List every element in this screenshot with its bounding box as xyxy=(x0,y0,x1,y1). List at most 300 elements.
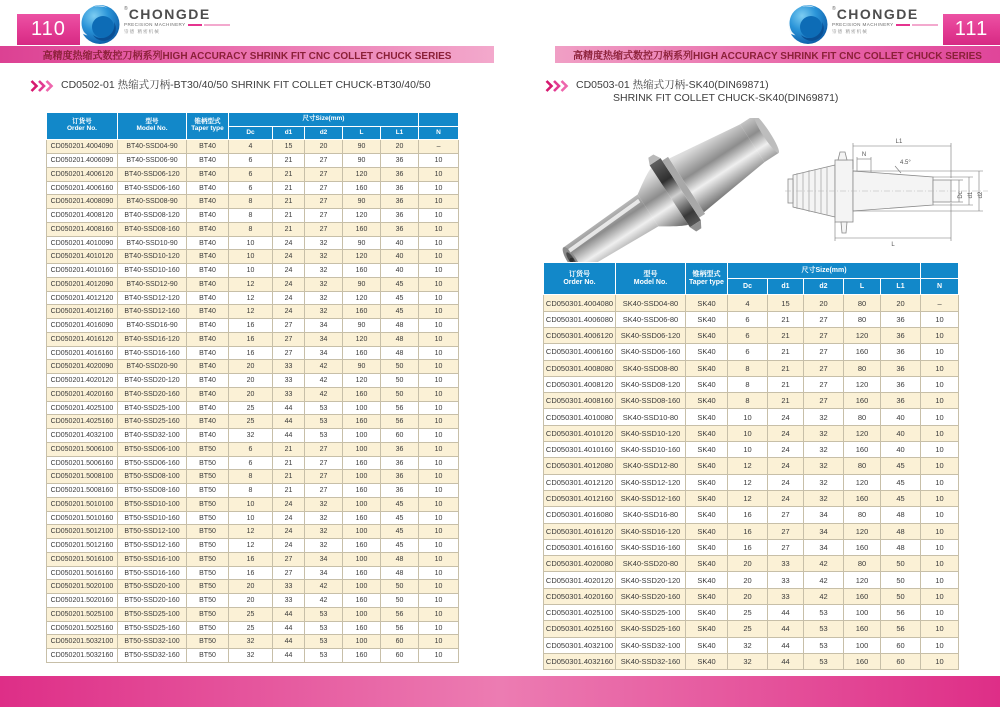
table-cell: SK40 xyxy=(686,344,728,360)
table-cell: 10 xyxy=(419,539,459,553)
table-cell: 45 xyxy=(881,458,921,474)
table-cell: 10 xyxy=(921,588,959,604)
bottom-decor-bar xyxy=(0,676,1000,707)
table-cell: 32 xyxy=(305,277,343,291)
table-cell: 40 xyxy=(381,236,419,250)
table-cell: 160 xyxy=(844,588,881,604)
table-cell: 60 xyxy=(381,635,419,649)
table-cell: 80 xyxy=(844,556,881,572)
table-cell: BT40 xyxy=(187,250,229,264)
table-cell: 16 xyxy=(728,523,768,539)
table-cell: 50 xyxy=(381,360,419,374)
table-cell: 10 xyxy=(419,594,459,608)
table-cell: CD050301.4016160 xyxy=(544,539,616,555)
table-cell: 53 xyxy=(804,637,844,653)
col-header-model: 型号 Model No. xyxy=(118,113,187,140)
table-cell: 60 xyxy=(381,649,419,663)
table-cell: BT40-SSD25-100 xyxy=(118,401,187,415)
table-cell: 36 xyxy=(881,311,921,327)
table-cell: 53 xyxy=(305,401,343,415)
table-cell: SK40 xyxy=(686,539,728,555)
table-cell: 90 xyxy=(343,277,381,291)
table-cell: 44 xyxy=(273,635,305,649)
table-cell: SK40-SSD20-160 xyxy=(616,588,686,604)
table-cell: 100 xyxy=(343,429,381,443)
table-row xyxy=(544,588,959,604)
table-cell: 33 xyxy=(273,594,305,608)
table-cell: CD050201.4004090 xyxy=(47,140,118,154)
table-cell: 33 xyxy=(273,360,305,374)
table-cell: 10 xyxy=(419,181,459,195)
table-cell: – xyxy=(419,140,459,154)
table-cell: 32 xyxy=(305,236,343,250)
globe-icon xyxy=(80,4,120,45)
table-cell: BT50 xyxy=(187,566,229,580)
table-cell: 120 xyxy=(844,523,881,539)
table-cell: 40 xyxy=(881,425,921,441)
series-banner-left: 高精度热缩式数控刀柄系列HIGH ACCURACY SHRINK FIT CNC COLLET CHUCK SERIES xyxy=(0,46,494,63)
table-row xyxy=(544,507,959,523)
table-cell: 56 xyxy=(381,401,419,415)
brand-logo xyxy=(788,4,938,45)
table-cell: BT40-SSD16-120 xyxy=(118,332,187,346)
table-cell: 24 xyxy=(273,291,305,305)
table-cell: 36 xyxy=(381,167,419,181)
table-cell: 120 xyxy=(343,374,381,388)
col-header-l1: L1 xyxy=(881,279,921,295)
table-cell: SK40 xyxy=(686,653,728,669)
table-cell: 90 xyxy=(343,360,381,374)
table-cell: 160 xyxy=(343,649,381,663)
table-cell: 44 xyxy=(273,415,305,429)
table-cell: CD050301.4012080 xyxy=(544,458,616,474)
table-cell: 10 xyxy=(921,539,959,555)
table-cell: 20 xyxy=(229,580,273,594)
table-cell: 160 xyxy=(343,305,381,319)
table-cell: 160 xyxy=(343,415,381,429)
table-cell: CD050201.5020160 xyxy=(47,594,118,608)
table-cell: BT40 xyxy=(187,140,229,154)
table-cell: BT40 xyxy=(187,332,229,346)
table-cell: 53 xyxy=(804,605,844,621)
table-cell: 6 xyxy=(229,181,273,195)
table-cell: 21 xyxy=(273,209,305,223)
table-cell: 6 xyxy=(229,167,273,181)
table-cell: 120 xyxy=(343,167,381,181)
table-cell: CD050301.4010120 xyxy=(544,425,616,441)
table-cell: BT50-SSD06-100 xyxy=(118,442,187,456)
table-cell: 120 xyxy=(343,250,381,264)
table-cell: BT40 xyxy=(187,360,229,374)
dim-label-l1: L1 xyxy=(895,139,903,145)
table-cell: 10 xyxy=(921,409,959,425)
table-cell: 10 xyxy=(921,474,959,490)
table-cell: 56 xyxy=(881,605,921,621)
table-cell: 100 xyxy=(343,580,381,594)
col-header-blank xyxy=(921,263,959,279)
table-cell: BT40-SSD08-90 xyxy=(118,195,187,209)
table-cell: SK40 xyxy=(686,605,728,621)
table-cell: 6 xyxy=(229,442,273,456)
table-cell: 44 xyxy=(273,429,305,443)
page-number-right: 111 xyxy=(943,14,1000,45)
table-cell: 32 xyxy=(804,442,844,458)
table-cell: 10 xyxy=(419,250,459,264)
table-cell: CD050201.5012160 xyxy=(47,539,118,553)
table-cell: 20 xyxy=(804,295,844,311)
table-cell: 53 xyxy=(305,635,343,649)
brand-name: CHONGDE xyxy=(128,6,211,22)
table-row xyxy=(47,346,459,360)
table-cell: 10 xyxy=(419,470,459,484)
chevrons-icon xyxy=(545,80,569,92)
table-cell: CD050201.4010090 xyxy=(47,236,118,250)
table-cell: 34 xyxy=(804,523,844,539)
table-row xyxy=(47,525,459,539)
table-cell: 10 xyxy=(728,425,768,441)
table-cell: 56 xyxy=(881,621,921,637)
table-cell: BT40 xyxy=(187,277,229,291)
table-cell: 36 xyxy=(381,181,419,195)
registered-mark: ® xyxy=(832,6,836,12)
table-cell: 34 xyxy=(305,332,343,346)
table-row xyxy=(544,490,959,506)
brand-tagline: PRECISION MACHINERY xyxy=(832,22,894,27)
table-row xyxy=(544,556,959,572)
table-cell: 36 xyxy=(881,344,921,360)
table-cell: 50 xyxy=(881,572,921,588)
globe-icon xyxy=(788,4,828,45)
table-cell: 24 xyxy=(273,525,305,539)
table-cell: 120 xyxy=(343,209,381,223)
table-cell: 20 xyxy=(881,295,921,311)
table-row xyxy=(544,523,959,539)
table-cell: 44 xyxy=(273,621,305,635)
table-row xyxy=(544,393,959,409)
table-cell: BT40 xyxy=(187,319,229,333)
table-cell: BT40-SSD16-160 xyxy=(118,346,187,360)
table-cell: CD050301.4006120 xyxy=(544,327,616,343)
table-cell: 42 xyxy=(804,588,844,604)
table-cell: CD050201.5025100 xyxy=(47,607,118,621)
table-cell: 44 xyxy=(273,649,305,663)
table-cell: CD050201.5020100 xyxy=(47,580,118,594)
table-row xyxy=(47,511,459,525)
col-header-size-group: 尺寸Size(mm) xyxy=(229,113,419,127)
table-row xyxy=(47,209,459,223)
table-cell: SK40-SSD25-160 xyxy=(616,621,686,637)
table-cell: 50 xyxy=(881,556,921,572)
table-cell: 27 xyxy=(273,346,305,360)
table-cell: 120 xyxy=(844,376,881,392)
brand-cjk: 崇德 精密机械 xyxy=(124,29,160,34)
table-cell: 16 xyxy=(229,346,273,360)
table-cell: 48 xyxy=(381,566,419,580)
table-cell: 42 xyxy=(305,387,343,401)
table-row xyxy=(544,327,959,343)
table-cell: 10 xyxy=(921,376,959,392)
col-header-d2: d2 xyxy=(305,126,343,140)
table-cell: 10 xyxy=(229,497,273,511)
table-cell: 25 xyxy=(229,607,273,621)
table-cell: 10 xyxy=(419,346,459,360)
table-cell: 27 xyxy=(273,552,305,566)
table-cell: CD050201.4032100 xyxy=(47,429,118,443)
table-cell: SK40-SSD06-160 xyxy=(616,344,686,360)
table-cell: 27 xyxy=(305,470,343,484)
table-cell: 36 xyxy=(381,442,419,456)
table-cell: 90 xyxy=(343,195,381,209)
table-cell: 10 xyxy=(419,401,459,415)
table-cell: 160 xyxy=(343,346,381,360)
table-cell: SK40-SSD06-120 xyxy=(616,327,686,343)
table-cell: SK40-SSD32-100 xyxy=(616,637,686,653)
table-row xyxy=(544,409,959,425)
table-cell: 10 xyxy=(419,607,459,621)
table-cell: CD050301.4012120 xyxy=(544,474,616,490)
chevrons-icon xyxy=(30,80,54,92)
table-cell: 10 xyxy=(419,415,459,429)
table-cell: CD050201.5032100 xyxy=(47,635,118,649)
table-cell: 44 xyxy=(768,621,804,637)
table-cell: SK40-SSD08-160 xyxy=(616,393,686,409)
dim-label-dc: Dc xyxy=(958,191,964,199)
table-cell: CD050301.4006080 xyxy=(544,311,616,327)
table-cell: 10 xyxy=(921,458,959,474)
table-row xyxy=(47,607,459,621)
table-cell: 20 xyxy=(229,387,273,401)
table-cell: 20 xyxy=(305,140,343,154)
table-cell: 45 xyxy=(381,497,419,511)
table-cell: SK40 xyxy=(686,360,728,376)
table-row xyxy=(544,474,959,490)
table-cell: 56 xyxy=(381,607,419,621)
table-cell: 27 xyxy=(804,376,844,392)
table-cell: 32 xyxy=(728,637,768,653)
table-cell: SK40-SSD10-80 xyxy=(616,409,686,425)
table-cell: 36 xyxy=(381,222,419,236)
table-cell: CD050301.4008120 xyxy=(544,376,616,392)
table-cell: 27 xyxy=(305,456,343,470)
col-header-blank xyxy=(419,113,459,127)
table-row xyxy=(47,154,459,168)
table-cell: 50 xyxy=(381,387,419,401)
table-row xyxy=(47,456,459,470)
table-cell: BT50 xyxy=(187,649,229,663)
table-cell: BT50-SSD06-160 xyxy=(118,456,187,470)
table-cell: BT50-SSD12-100 xyxy=(118,525,187,539)
table-cell: SK40 xyxy=(686,588,728,604)
table-cell: SK40 xyxy=(686,523,728,539)
table-cell: 10 xyxy=(419,387,459,401)
brand-name: CHONGDE xyxy=(836,6,919,22)
table-cell: 33 xyxy=(273,374,305,388)
table-cell: 80 xyxy=(844,507,881,523)
table-cell: 10 xyxy=(419,442,459,456)
tagline-line xyxy=(896,24,910,26)
table-row xyxy=(544,360,959,376)
table-cell: CD050201.4006160 xyxy=(47,181,118,195)
table-cell: CD050201.4020090 xyxy=(47,360,118,374)
table-cell: BT40 xyxy=(187,154,229,168)
table-cell: BT50 xyxy=(187,607,229,621)
table-cell: 10 xyxy=(728,442,768,458)
table-cell: 50 xyxy=(381,374,419,388)
table-cell: 10 xyxy=(921,621,959,637)
table-row xyxy=(47,484,459,498)
table-cell: CD050301.4016080 xyxy=(544,507,616,523)
table-cell: CD050201.5006100 xyxy=(47,442,118,456)
table-row xyxy=(47,236,459,250)
table-cell: CD050201.4006090 xyxy=(47,154,118,168)
section-title-text: CD0503-01 热缩式刀柄-SK40(DIN69871) SHRINK FIT COLLET CHUCK-SK40(DIN69871) xyxy=(576,79,839,104)
table-cell: 27 xyxy=(305,442,343,456)
table-cell: BT50 xyxy=(187,497,229,511)
table-cell: 44 xyxy=(768,605,804,621)
table-cell: 32 xyxy=(804,490,844,506)
table-cell: SK40 xyxy=(686,311,728,327)
table-header xyxy=(544,263,959,295)
table-cell: BT40-SSD20-120 xyxy=(118,374,187,388)
table-cell: 6 xyxy=(728,327,768,343)
table-cell: SK40 xyxy=(686,442,728,458)
table-cell: 6 xyxy=(229,154,273,168)
table-cell: CD050201.4008090 xyxy=(47,195,118,209)
table-cell: 160 xyxy=(343,456,381,470)
table-cell: 32 xyxy=(804,474,844,490)
section-title-text: CD0502-01 热缩式刀柄-BT30/40/50 SHRINK FIT COLLET CHUCK-BT30/40/50 xyxy=(61,79,431,91)
table-cell: 10 xyxy=(419,649,459,663)
table-cell: SK40 xyxy=(686,425,728,441)
table-cell: 53 xyxy=(305,607,343,621)
table-cell: 25 xyxy=(728,621,768,637)
table-cell: 8 xyxy=(728,360,768,376)
table-row xyxy=(47,580,459,594)
table-cell: BT50 xyxy=(187,484,229,498)
table-cell: SK40-SSD12-160 xyxy=(616,490,686,506)
table-row xyxy=(544,442,959,458)
table-cell: 10 xyxy=(419,374,459,388)
table-cell: 10 xyxy=(419,167,459,181)
table-cell: CD050201.4025100 xyxy=(47,401,118,415)
table-cell: 36 xyxy=(381,484,419,498)
table-cell: BT50 xyxy=(187,594,229,608)
table-cell: 48 xyxy=(881,539,921,555)
col-header-dc: Dc xyxy=(728,279,768,295)
table-cell: 80 xyxy=(844,295,881,311)
table-cell: 27 xyxy=(768,539,804,555)
table-cell: 21 xyxy=(273,154,305,168)
col-header-n: N xyxy=(419,126,459,140)
table-cell: 120 xyxy=(343,291,381,305)
table-cell: 24 xyxy=(768,409,804,425)
technical-drawing xyxy=(783,133,998,251)
table-cell: 4 xyxy=(229,140,273,154)
table-cell: 20 xyxy=(381,140,419,154)
table-row xyxy=(47,319,459,333)
table-row xyxy=(47,167,459,181)
table-cell: 21 xyxy=(273,442,305,456)
table-cell: CD050201.5008160 xyxy=(47,484,118,498)
table-cell: 10 xyxy=(728,409,768,425)
table-row xyxy=(47,635,459,649)
table-cell: CD050201.4008120 xyxy=(47,209,118,223)
table-cell: 32 xyxy=(229,635,273,649)
table-cell: SK40-SSD04-80 xyxy=(616,295,686,311)
table-cell: 25 xyxy=(229,401,273,415)
table-cell: 90 xyxy=(343,140,381,154)
section-title-right xyxy=(545,79,838,105)
table-cell: 45 xyxy=(381,539,419,553)
table-row xyxy=(544,621,959,637)
table-cell: 160 xyxy=(343,222,381,236)
table-row xyxy=(47,332,459,346)
table-cell: 45 xyxy=(381,277,419,291)
table-cell: 10 xyxy=(921,556,959,572)
table-cell: 4 xyxy=(728,295,768,311)
table-cell: CD050201.4008160 xyxy=(47,222,118,236)
table-cell: SK40 xyxy=(686,295,728,311)
table-cell: BT50-SSD08-160 xyxy=(118,484,187,498)
table-cell: BT50-SSD16-160 xyxy=(118,566,187,580)
table-row xyxy=(47,401,459,415)
table-cell: SK40-SSD25-100 xyxy=(616,605,686,621)
table-cell: 34 xyxy=(305,566,343,580)
table-cell: 45 xyxy=(381,511,419,525)
table-cell: BT40-SSD12-120 xyxy=(118,291,187,305)
table-cell: CD050201.4016160 xyxy=(47,346,118,360)
table-cell: 32 xyxy=(728,653,768,669)
table-cell: 24 xyxy=(768,490,804,506)
table-cell: 32 xyxy=(305,250,343,264)
table-cell: 90 xyxy=(343,154,381,168)
table-cell: 32 xyxy=(305,291,343,305)
table-cell: SK40 xyxy=(686,507,728,523)
table-cell: BT40 xyxy=(187,291,229,305)
table-cell: CD050201.4006120 xyxy=(47,167,118,181)
table-cell: 21 xyxy=(768,311,804,327)
section-title-left xyxy=(30,79,431,92)
table-cell: 27 xyxy=(305,167,343,181)
table-cell: 21 xyxy=(273,195,305,209)
col-header-order: 订货号 Order No. xyxy=(47,113,118,140)
table-cell: 32 xyxy=(229,649,273,663)
table-cell: BT40-SSD10-160 xyxy=(118,264,187,278)
table-cell: 10 xyxy=(419,580,459,594)
col-header-taper: 锥柄型式 Taper type xyxy=(686,263,728,295)
table-cell: 160 xyxy=(343,387,381,401)
table-cell: BT40-SSD10-90 xyxy=(118,236,187,250)
table-cell: 10 xyxy=(419,264,459,278)
table-cell: 34 xyxy=(305,552,343,566)
table-cell: 160 xyxy=(343,594,381,608)
table-cell: 48 xyxy=(381,319,419,333)
table-cell: 34 xyxy=(804,507,844,523)
table-cell: CD050201.5016100 xyxy=(47,552,118,566)
table-cell: 8 xyxy=(229,484,273,498)
table-cell: 100 xyxy=(844,605,881,621)
table-cell: 10 xyxy=(921,490,959,506)
table-cell: 32 xyxy=(305,497,343,511)
table-cell: 24 xyxy=(768,425,804,441)
table-cell: 53 xyxy=(305,415,343,429)
table-cell: 42 xyxy=(804,556,844,572)
table-cell: 27 xyxy=(804,327,844,343)
table-cell: 44 xyxy=(273,401,305,415)
table-cell: 40 xyxy=(381,250,419,264)
table-cell: CD050201.5016160 xyxy=(47,566,118,580)
page-number-left: 110 xyxy=(17,14,80,45)
